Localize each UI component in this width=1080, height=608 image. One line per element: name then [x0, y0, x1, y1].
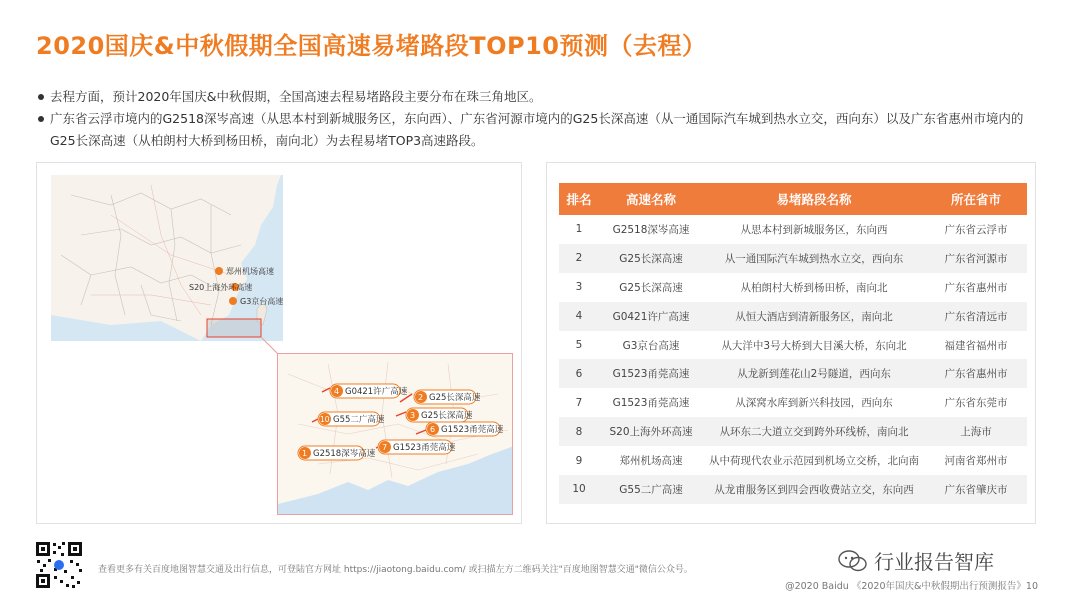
congestion-table: [559, 183, 1027, 504]
brand-text: 行业报告智库: [874, 550, 994, 574]
marker-num: 7: [382, 443, 388, 452]
marker-num: 10: [320, 415, 330, 424]
cell-rank: 10: [559, 475, 599, 504]
marker-label: G25长深高速: [421, 411, 473, 421]
map-label-s20: S20上海外环高速: [189, 283, 253, 292]
cell-highway: 郑州机场高速: [599, 446, 703, 475]
table-row: [559, 331, 1027, 360]
cell-rank: 1: [559, 215, 599, 244]
marker-num: 4: [334, 387, 340, 396]
cell-rank: 7: [559, 388, 599, 417]
cell-province: 广东省河源市: [925, 244, 1027, 273]
cell-province: 广东省东莞市: [925, 388, 1027, 417]
cell-section: 从龙新到莲花山2号隧道，西向东: [703, 359, 925, 388]
table-header-row: [559, 183, 1027, 215]
table-row: [559, 417, 1027, 446]
cell-rank: 5: [559, 331, 599, 360]
table-row: [559, 215, 1027, 244]
page-title: 2020国庆&中秋假期全国高速易堵路段TOP10预测（去程）: [36, 32, 707, 60]
cell-province: 上海市: [925, 417, 1027, 446]
summary-bullets: [36, 86, 1046, 152]
cell-highway: G3京台高速: [599, 331, 703, 360]
marker-label: G55二广高速: [333, 415, 385, 425]
cell-province: 广东省清远市: [925, 302, 1027, 331]
header-section: 易堵路段名称: [703, 183, 925, 215]
cell-section: 从大洋中3号大桥到大目溪大桥，东向北: [703, 331, 925, 360]
brand-watermark: [838, 546, 994, 575]
bullet-item: 去程方面，预计2020年国庆&中秋假期，全国高速去程易堵路段主要分布在珠三角地区。: [36, 86, 1046, 108]
header-province: 所在省市: [925, 183, 1027, 215]
copyright: @2020 Baidu 《2020年国庆&中秋假期出行预测报告》10: [785, 581, 1038, 592]
cell-section: 从龙甫服务区到四会西收费站立交，东向西: [703, 475, 925, 504]
map-label-zhengzhou: 郑州机场高速: [226, 267, 274, 276]
cell-highway: G1523甬莞高速: [599, 388, 703, 417]
table-row: [559, 475, 1027, 504]
cell-highway: G55二广高速: [599, 475, 703, 504]
cell-section: 从柏朗村大桥到杨田桥，南向北: [703, 273, 925, 302]
cell-section: 从一通国际汽车城到热水立交，西向东: [703, 244, 925, 273]
marker-num: 2: [418, 393, 424, 402]
map-panel: [36, 162, 522, 524]
cell-rank: 2: [559, 244, 599, 273]
cell-highway: G25长深高速: [599, 244, 703, 273]
marker-num: 3: [410, 411, 416, 420]
header-rank: 排名: [559, 183, 599, 215]
marker-label: G1523甬莞高速: [441, 425, 504, 435]
footer-note: 查看更多有关百度地图智慧交通及出行信息，可登陆官方网址 https://jiaotong.baidu.com/ 或扫描左方二维码关注"百度地图智慧交通"微信公众号。: [98, 565, 693, 575]
marker-label: G2518深岑高速: [313, 449, 376, 459]
cell-highway: S20上海外环高速: [599, 417, 703, 446]
table-row: [559, 446, 1027, 475]
map-label-g3: G3京台高速: [240, 297, 283, 306]
cell-highway: G1523甬莞高速: [599, 359, 703, 388]
cell-section: 从思本村到新城服务区，东向西: [703, 215, 925, 244]
inset-map[interactable]: [277, 353, 513, 515]
cell-section: 从环东二大道立交到跨外环线桥，南向北: [703, 417, 925, 446]
marker-label: G0421许广高速: [345, 387, 408, 397]
cell-province: 广东省肇庆市: [925, 475, 1027, 504]
cell-rank: 3: [559, 273, 599, 302]
inset-map-graphic: [278, 354, 513, 515]
cell-rank: 8: [559, 417, 599, 446]
table-row: [559, 244, 1027, 273]
table-panel: [546, 162, 1036, 524]
cell-section: 从恒大酒店到清新服务区，南向北: [703, 302, 925, 331]
marker-num: 1: [302, 449, 308, 458]
qr-code[interactable]: [34, 540, 84, 590]
cell-province: 广东省云浮市: [925, 215, 1027, 244]
marker-label: G1523甬莞高速: [393, 443, 456, 453]
marker-label: G25长深高速: [429, 393, 481, 403]
cell-province: 广东省惠州市: [925, 359, 1027, 388]
cell-section: 从深窝水库到新兴科技园，西向东: [703, 388, 925, 417]
cell-rank: 4: [559, 302, 599, 331]
cell-highway: G2518深岑高速: [599, 215, 703, 244]
wechat-icon: [838, 550, 868, 572]
cell-rank: 6: [559, 359, 599, 388]
header-highway: 高速名称: [599, 183, 703, 215]
table-row: [559, 359, 1027, 388]
cell-highway: G0421许广高速: [599, 302, 703, 331]
cell-section: 从中荷现代农业示范园到机场立交桥，北向南: [703, 446, 925, 475]
cell-highway: G25长深高速: [599, 273, 703, 302]
cell-province: 广东省惠州市: [925, 273, 1027, 302]
cell-province: 河南省郑州市: [925, 446, 1027, 475]
table-row: [559, 388, 1027, 417]
cell-rank: 9: [559, 446, 599, 475]
cell-province: 福建省福州市: [925, 331, 1027, 360]
marker-num: 6: [430, 425, 436, 434]
table-row: [559, 302, 1027, 331]
bullet-item: 广东省云浮市境内的G2518深岑高速（从思本村到新城服务区，东向西）、广东省河源市境内的G25长深高速（从一通国际汽车城到热水立交，西向东）以及广东省惠州市境内的G25长深高速（从柏朗村大桥到杨田桥，南向北）为去程易堵TOP3高速路段。: [36, 108, 1046, 152]
table-row: [559, 273, 1027, 302]
